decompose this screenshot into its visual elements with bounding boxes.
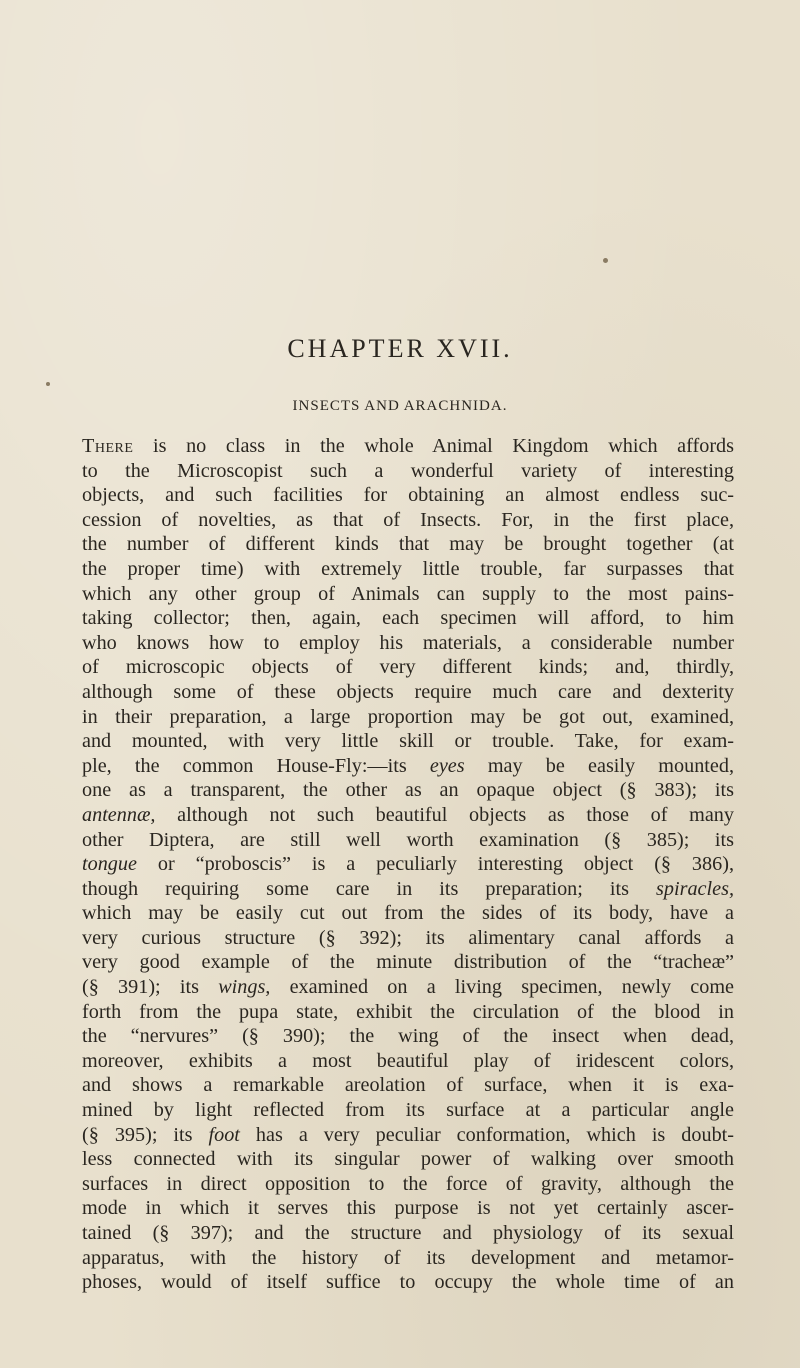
text-line: antennæ, although not such beautiful objects as those of many xyxy=(82,803,734,826)
text-line: (§ 395); its foot has a very peculiar conformation, which is doubt- xyxy=(82,1123,734,1146)
text-line: very good example of the minute distribution of the “tracheæ” xyxy=(82,951,734,974)
text-line: in their preparation, a large proportion may be got out, examined, xyxy=(82,705,734,728)
text-line: the number of different kinds that may be brought together (at xyxy=(82,533,734,556)
text-line: although some of these objects require much care and dexterity xyxy=(82,680,734,703)
text-line: (§ 391); its wings, examined on a living specimen, newly come xyxy=(82,976,734,999)
chapter-title: CHAPTER XVII. xyxy=(287,334,513,363)
text-line: and shows a remarkable areolation of surface, when it is exa- xyxy=(82,1074,734,1097)
text-line: objects, and such facilities for obtaining an almost endless suc- xyxy=(82,484,734,507)
text-line: taking collector; then, again, each specimen will afford, to him xyxy=(82,607,734,630)
text-line: mined by light reflected from its surface at a particular angle xyxy=(82,1099,734,1122)
text-line: moreover, exhibits a most beautiful play of iridescent colors, xyxy=(82,1049,734,1072)
italic-term: eyes xyxy=(429,754,465,777)
text-line: very curious structure (§ 392); its alimentary canal affords a xyxy=(82,926,734,949)
text-line: one as a transparent, the other as an opaque object (§ 383); its xyxy=(82,779,734,802)
text-line: tained (§ 397); and the structure and physiology of its sexual xyxy=(82,1222,734,1244)
lead-word: There xyxy=(82,435,134,457)
text-line: other Diptera, are still well worth examination (§ 385); its xyxy=(82,828,734,851)
text-line: apparatus, with the history of its development and metamor- xyxy=(82,1246,734,1269)
text-line: who knows how to employ his materials, a considerable number xyxy=(82,631,734,654)
text-line: and mounted, with very little skill or trouble. Take, for exam- xyxy=(82,730,734,753)
text-line: phoses, would of itself suffice to occupy the whole time of an xyxy=(82,1271,734,1294)
ink-speck xyxy=(603,258,608,263)
text-line: to the Microscopist such a wonderful variety of interesting xyxy=(82,459,734,482)
text-line: cession of novelties, as that of Insects. For, in the first place, xyxy=(82,508,734,531)
text-line: of microscopic objects of very different kinds; and, thirdly, xyxy=(82,656,734,679)
text-line: which any other group of Animals can supply to the most pains- xyxy=(82,582,734,605)
text-line: the “nervures” (§ 390); the wing of the insect when dead, xyxy=(82,1025,734,1048)
body-paragraph xyxy=(82,434,734,1295)
text-line: though requiring some care in its preparation; its spiracles, xyxy=(82,877,734,900)
italic-term: wings, xyxy=(218,976,271,999)
text-line: less connected with its singular power of walking over smooth xyxy=(82,1148,734,1171)
ink-speck xyxy=(46,382,50,386)
text-line: mode in which it serves this purpose is not yet certainly ascer- xyxy=(82,1197,734,1220)
text-line: tongue or “proboscis” is a peculiarly interesting object (§ 386), xyxy=(82,853,734,876)
text-line: ple, the common House-Fly:—its eyes may be easily mounted, xyxy=(82,754,734,777)
text-line: forth from the pupa state, exhibit the circulation of the blood in xyxy=(82,1000,734,1023)
italic-term: spiracles, xyxy=(656,877,734,900)
text-line: the proper time) with extremely little trouble, far surpasses that xyxy=(82,557,734,580)
text-line: surfaces in direct opposition to the force of gravity, although the xyxy=(82,1172,734,1195)
text-line: which may be easily cut out from the sides of its body, have a xyxy=(82,902,734,925)
italic-term: antennæ, xyxy=(82,803,156,826)
italic-term: foot xyxy=(208,1123,240,1146)
italic-term: tongue xyxy=(82,853,137,876)
text-line: There is no class in the whole Animal Kingdom which affords xyxy=(82,435,734,457)
section-title: INSECTS AND ARACHNIDA. xyxy=(292,398,508,414)
